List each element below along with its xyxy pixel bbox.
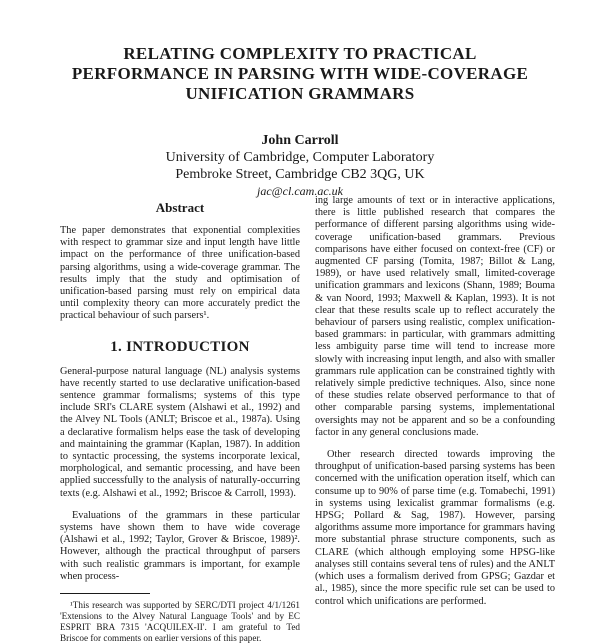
paragraph: General-purpose natural language (NL) analysis systems have recently started to use declarative unification-based sentence grammar formalisms; systems of this type include SRI's CLARE system (Alshawi et al., 1992) and the Alvey NL Tools (ANLT; Briscoe et al., 1987a). Using a declarative formalism helps ease the task of developing and maintaining the grammar (Kaplan, 1987). In addition to syntactic processing, the systems incorporate lexical, morphological, and semantic processing, and have been applied successfully to the analysis of naturally-occurring texts (e.g. Alshawi et al., 1992; Briscoe & Carroll, 1993). xyxy=(60,365,300,499)
left-column xyxy=(60,195,300,644)
footnote-divider xyxy=(60,593,150,594)
right-column xyxy=(315,195,555,618)
paper-title xyxy=(40,44,560,104)
author-block xyxy=(100,132,500,200)
footnote: ¹This research was supported by SERC/DTI project 4/1/1261 'Extensions to the Alvey Natural Language Tools' and by EC ESPRIT BRA 7315 'ACQUILEX-II'. I am grateful to Ted Briscoe for comments on earlier versions of this paper. xyxy=(60,600,300,644)
paragraph: Evaluations of the grammars in these particular systems have shown them to have wide coverage (Alshawi et al., 1992; Taylor, Grover & Briscoe, 1989)². However, although the practical throughput of parsers with such realistic grammars is important, for example when process- xyxy=(60,509,300,582)
paragraph: ing large amounts of text or in interactive applications, there is little published research that compares the performance of different parsing algorithms using wide-coverage unification-based grammars. Previous comparisons have either focused on context-free (CF) or augmented CF parsing (Tomita, 1987; Billot & Lang, 1989), or have used relatively small, limited-coverage unification grammars and lexicons (Shann, 1989; Bouma & van Noord, 1993; Maxwell & Kaplan, 1993). It is not clear that these results scale up to reflect accurately the behaviour of parsers using realistic, complex unification-based grammars: in particular, with grammars admitting less ambiguity parse time will tend to increase more slowly with increasing input length, and also with smaller grammars rule application can be constrained tightly with relatively simple predictive techniques. Also, since none of these studies relate observed performance to that of other comparable parsing systems, implementational oversights may not be apparent and so be a confounding factor in any general conclusions made. xyxy=(315,195,555,438)
author-address: Pembroke Street, Cambridge CB2 3QG, UK xyxy=(175,167,425,182)
author-affiliation: University of Cambridge, Computer Laboratory xyxy=(165,150,435,165)
author-email: jac@cl.cam.ac.uk xyxy=(256,184,343,198)
abstract-heading: Abstract xyxy=(155,200,205,215)
paragraph: Other research directed towards improving the throughput of unification-based parsing systems has been concerned with the unification operation itself, which can consume up to 90% of parse time (e.g. Tomabechi, 1991) in systems using lexicalist grammar formalisms (e.g. HPSG; Pollard & Sag, 1987). However, parsing algorithms assume more importance for grammars having more substantial phrase structure components, such as CLARE (which although employing some HPSG-like analyses still contains several tens of rules) and the ANLT (which uses a formalism derived from GPSG; Gazdar et al., 1985), since the more specific rule set can be used to control which unifications are performed. xyxy=(315,449,555,607)
section-heading: 1. INTRODUCTION xyxy=(110,338,250,355)
author-name: John Carroll xyxy=(261,133,339,148)
title-line: UNIFICATION GRAMMARS xyxy=(185,84,415,103)
title-line: PERFORMANCE IN PARSING WITH WIDE-COVERAGE xyxy=(71,64,529,83)
abstract-text: The paper demonstrates that exponential complexities with respect to grammar size and input length have little impact on the performance of three unification-based parsing algorithms, using a wide-coverage grammar. The results imply that the study and optimisation of unification-based parsing must rely on empirical data until complexity theory can more accurately predict the practical behaviour of such parsers¹. xyxy=(60,225,300,322)
title-line: RELATING COMPLEXITY TO PRACTICAL xyxy=(123,44,477,63)
